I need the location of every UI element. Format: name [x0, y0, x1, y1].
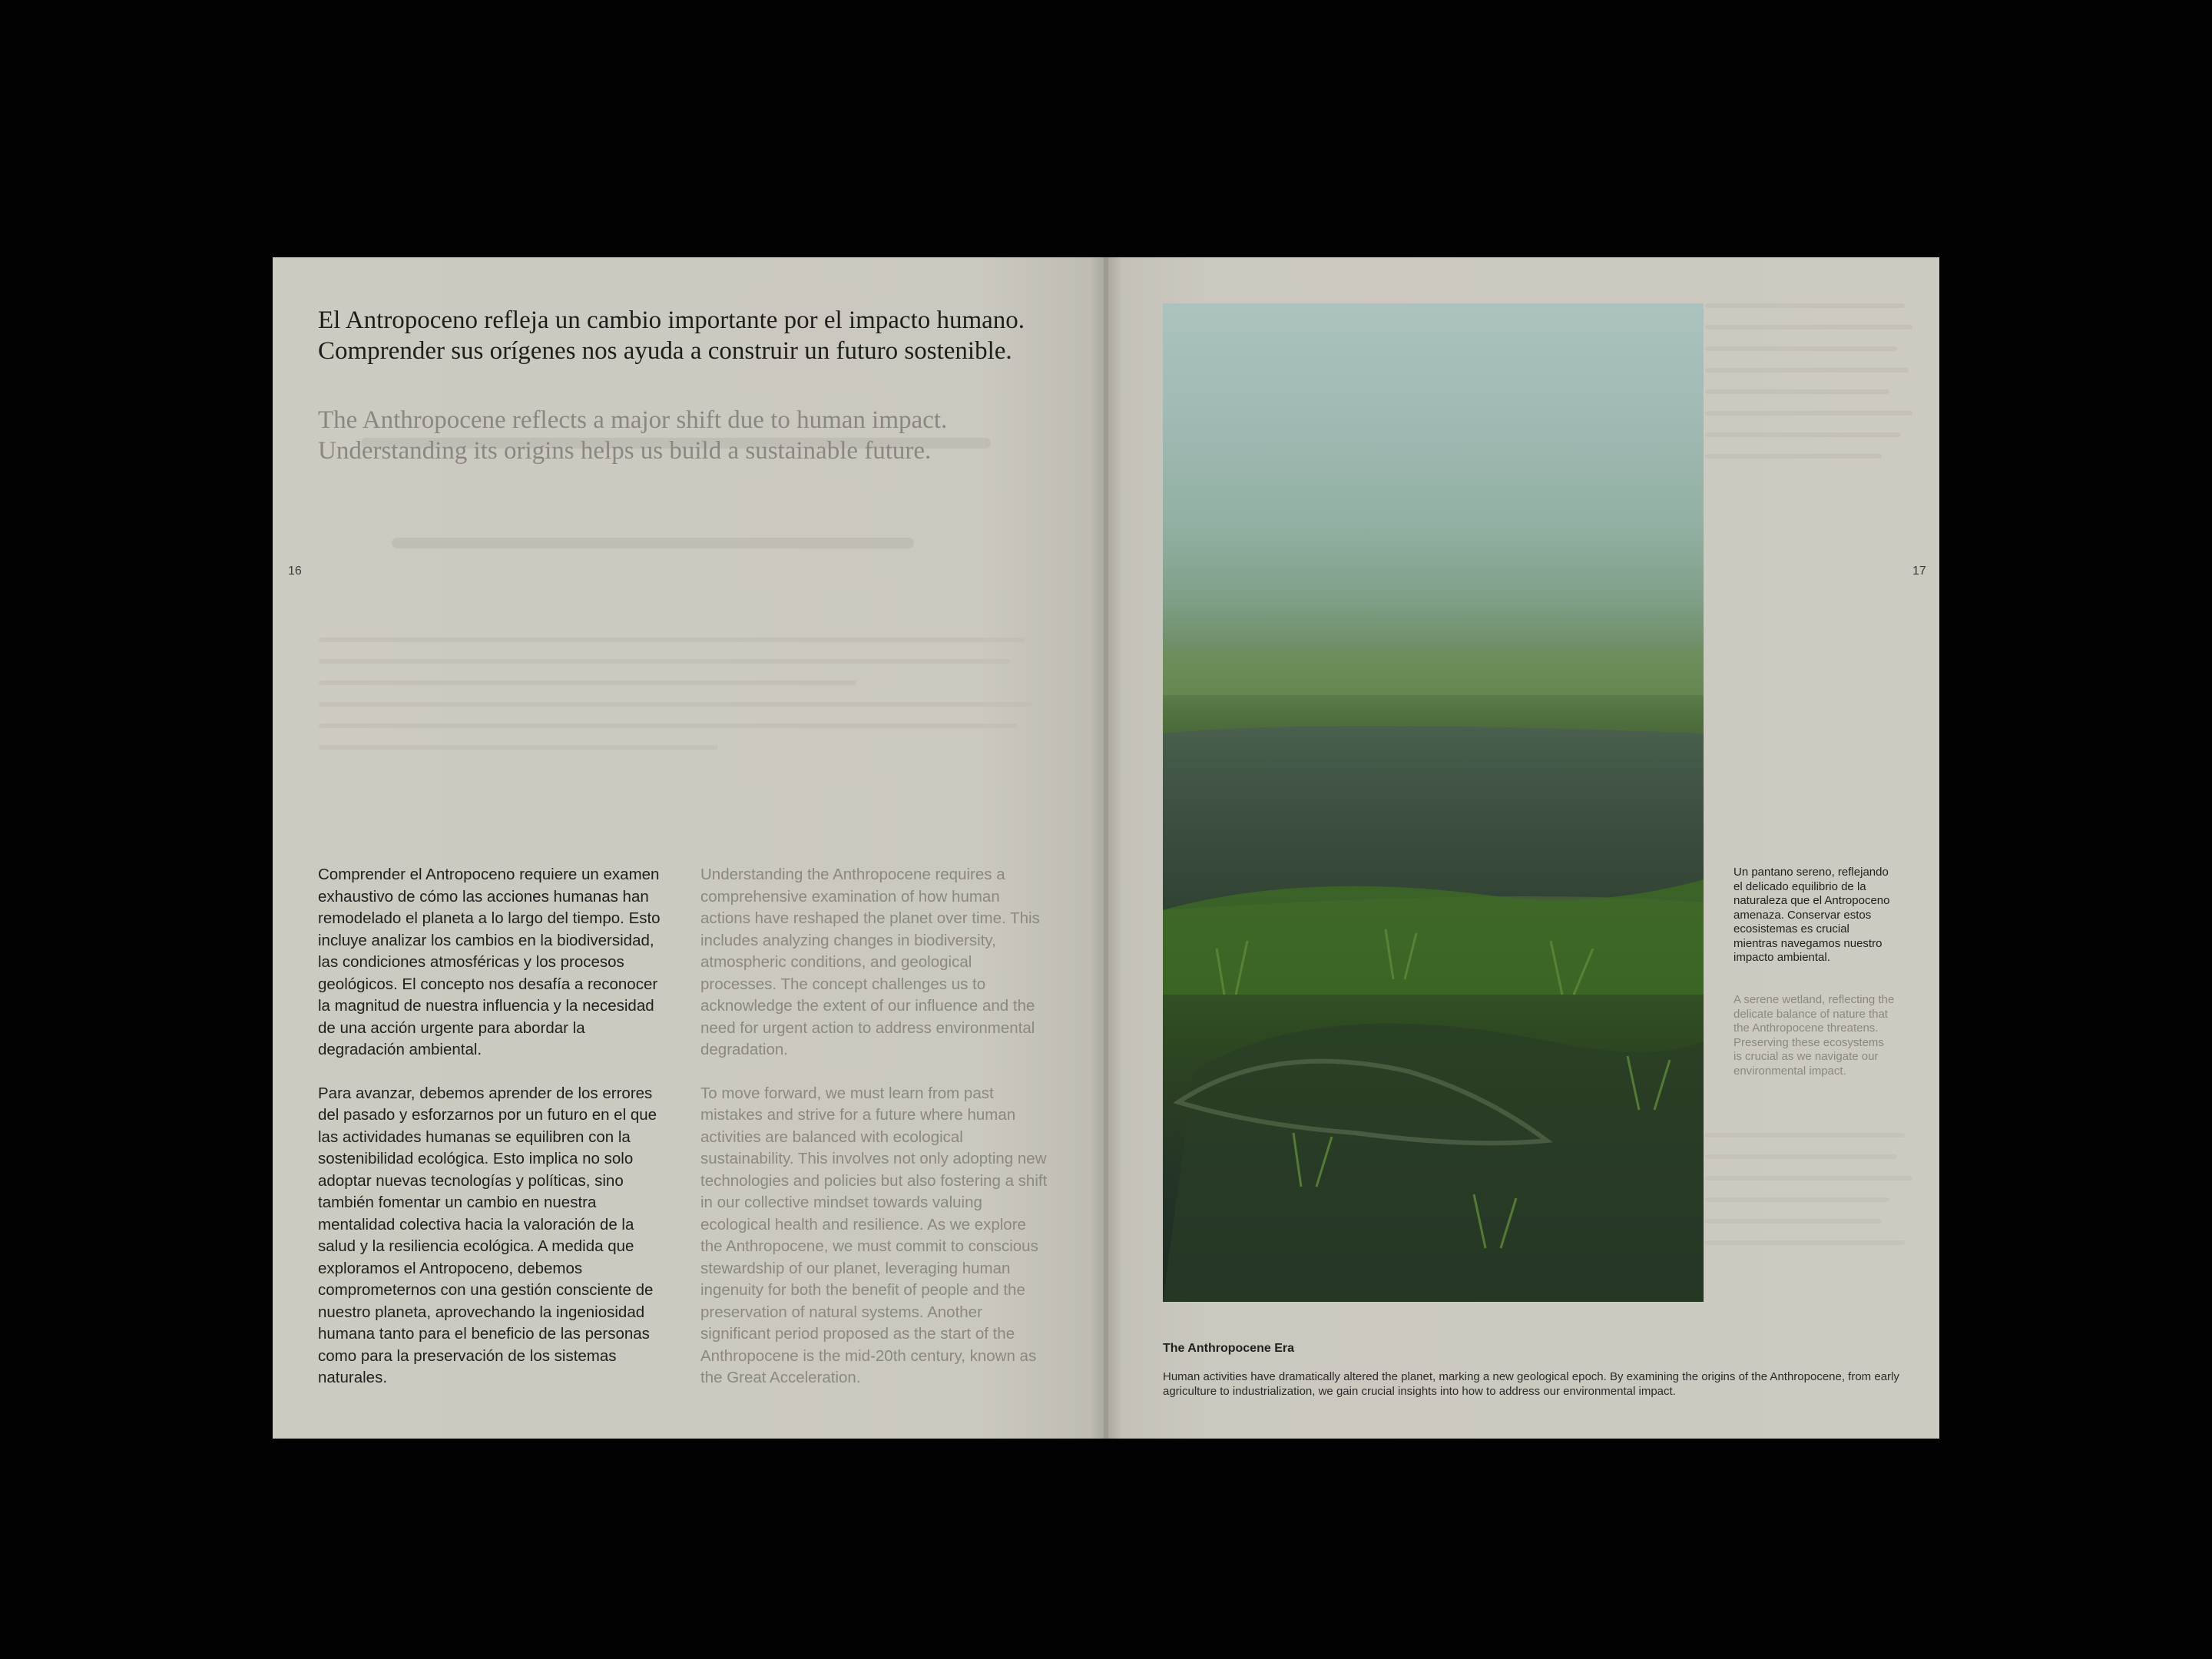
- show-through-text: [319, 637, 1033, 767]
- body-column-english: [700, 864, 1050, 1411]
- page-number-left: 16: [288, 565, 302, 578]
- wetland-illustration: [1163, 303, 1704, 1302]
- magazine-spread: [273, 257, 1939, 1439]
- intro-spanish: El Antropoceno refleja un cambio importante por el impacto humano. Comprender sus orígenes nos ayuda a construir un futuro sostenible.: [318, 306, 1025, 365]
- body-paragraph: Para avanzar, debemos aprender de los errores del pasado y esforzarnos por un futuro en el que las actividades humanas se equilibren con la sostenibilidad ecológica. Esto implica no solo adoptar nuevas tecnologías y políticas, sino también fomentar un cambio en nuestra mentalidad colectiva hacia la valoración de la salud y la resiliencia ecológica. A medida que exploramos el Antropoceno, debemos comprometernos con una gestión consciente de nuestro planeta, aprovechando la ingeniosidad humana tanto para el beneficio de las personas como para la preservación de los sistemas naturales.: [318, 1084, 657, 1386]
- wetland-photo: [1163, 303, 1704, 1302]
- body-column-spanish: [318, 864, 667, 1411]
- body-paragraph: Comprender el Antropoceno requiere un examen exhaustivo de cómo las acciones humanas han remodelado el planeta a lo largo del tiempo. Esto incluye analizar los cambios en la biodiversidad, las condiciones atmosféricas y los procesos geológicos. El concepto nos desafía a reconocer la magnitud de nuestra influencia y la necesidad de una acción urgente para abordar la degradación ambiental.: [318, 866, 661, 1058]
- show-through-text: [1705, 303, 1920, 475]
- caption-title: The Anthropocene Era: [1163, 1342, 1294, 1355]
- body-paragraph: Understanding the Anthropocene requires a comprehensive examination of how human actions have reshaped the planet over time. This includes analyzing changes in biodiversity, atmospheric conditions, and geological processes. The concept challenges us to acknowledge the extent of our influence and the need for urgent action to address environmental degradation.: [700, 866, 1040, 1058]
- spine-gutter: [1104, 257, 1108, 1439]
- sidebar-spanish: Un pantano sereno, reflejando el delicado equilibrio de la naturaleza que el Antropoceno amenaza. Conservar estos ecosistemas es crucial mientras navegamos nuestro impacto ambiental.: [1734, 866, 1890, 964]
- page-number-right: 17: [1912, 565, 1926, 578]
- show-through-text: [1705, 1133, 1920, 1262]
- body-paragraph: To move forward, we must learn from past mistakes and strive for a future where human activities are balanced with ecological sustainability. This involves not only adopting new technologies and policies but also fostering a shift in our collective mindset towards valuing ecological health and resilience. As we explore the Anthropocene, we must commit to conscious stewardship of our planet, leveraging human ingenuity for both the benefit of people and the preservation of natural systems. Another significant period proposed as the start of the Anthropocene is the mid-20th century, known as the Great Acceleration.: [700, 1084, 1048, 1386]
- caption-body: Human activities have dramatically altered the planet, marking a new geological epoch. By examining the origins of the Anthropocene, from early agriculture to industrialization, we gain crucial insights into how to address our environmental impact.: [1163, 1370, 1899, 1398]
- left-page: [273, 257, 1106, 1439]
- intro-english: The Anthropocene reflects a major shift due to human impact. Understanding its origins helps us build a sustainable future.: [318, 406, 948, 465]
- sidebar-english: A serene wetland, reflecting the delicate balance of nature that the Anthropocene threatens. Preserving these ecosystems is crucial as we navigate our environmental impact.: [1734, 993, 1895, 1078]
